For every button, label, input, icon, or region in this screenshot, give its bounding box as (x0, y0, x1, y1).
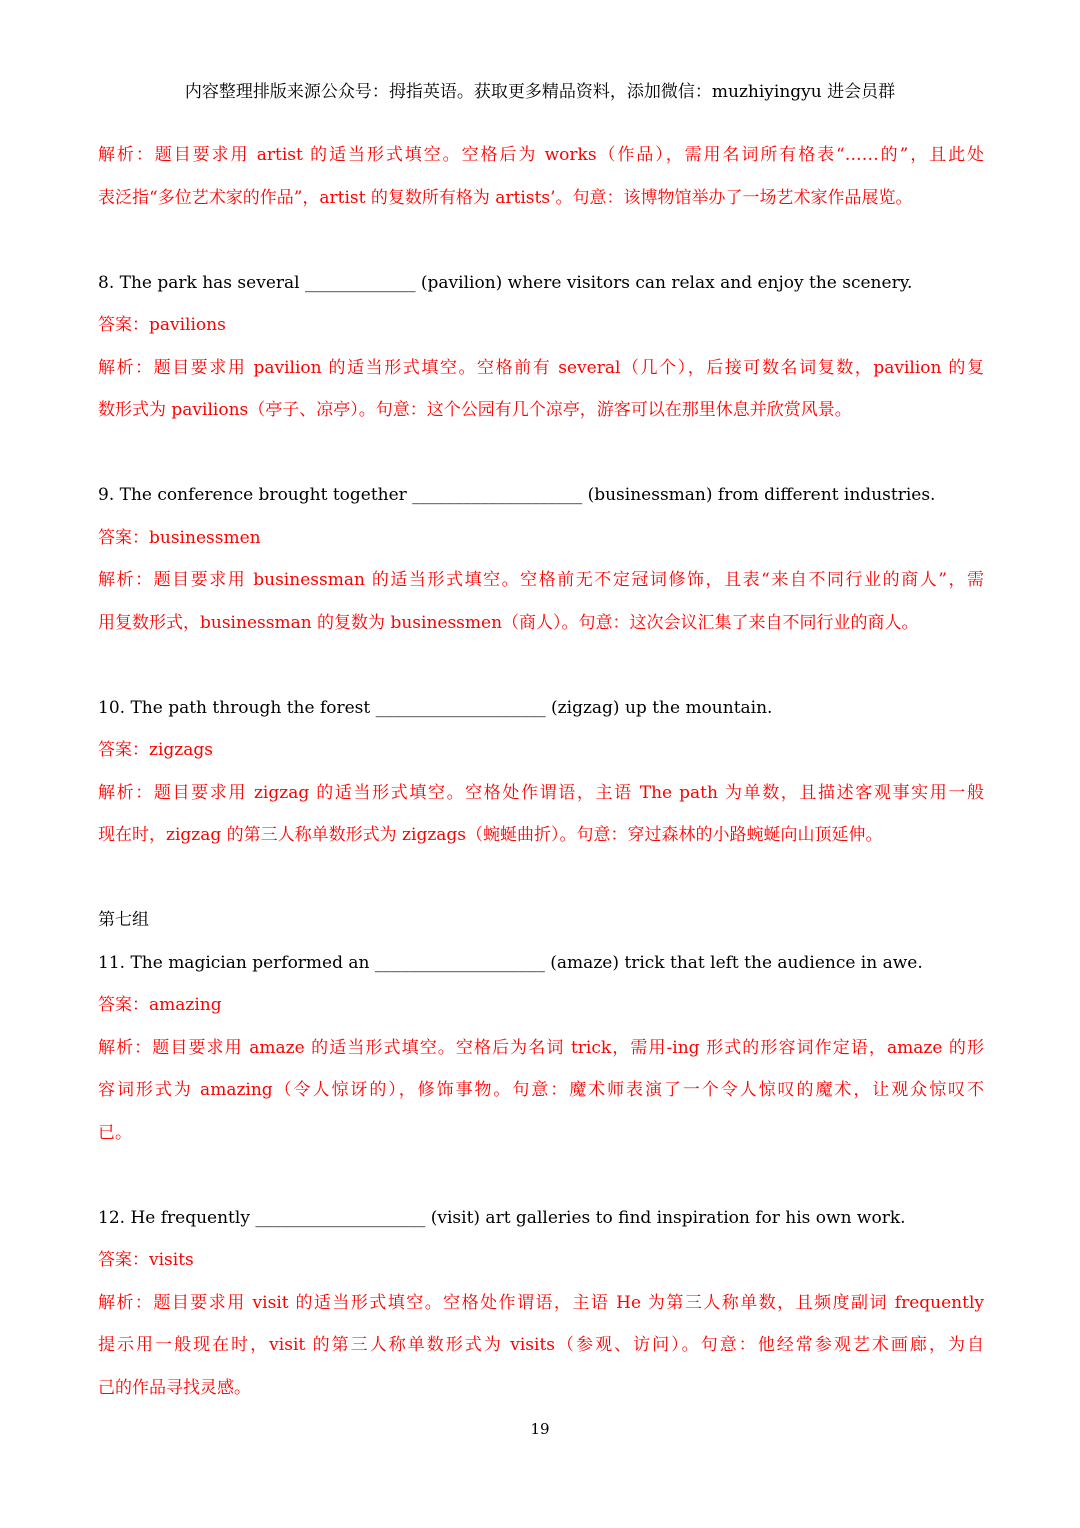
question-7-block (98, 134, 984, 219)
explanation-line: 容词形式为 amazing（令人惊讶的），修饰事物。句意：魔术师表演了一个令人惊叹的魔术，让观众惊叹不 (98, 1080, 984, 1100)
page-number: 19 (530, 1420, 550, 1438)
group-heading: 第七组 (98, 910, 149, 930)
question-9-block (98, 474, 984, 644)
question-text: 12. He frequently ____________________ (visit) art galleries to find inspiration for his own work. (98, 1207, 906, 1228)
explanation-line: 现在时，zigzag 的第三人称单数形式为 zigzags（蜿蜒曲折）。句意：穿过森林的小路蜿蜒向山顶延伸。 (98, 825, 883, 845)
question-10-block (98, 687, 984, 857)
answer-text: 答案：amazing (98, 995, 222, 1015)
explanation-line: 解析：题目要求用 businessman 的适当形式填空。空格前无不定冠词修饰，且表“来自不同行业的商人”，需 (98, 570, 984, 590)
explanation-line: 解析：题目要求用 visit 的适当形式填空。空格处作谓语，主语 He 为第三人称单数，且频度副词 frequently (98, 1292, 984, 1313)
question-text: 10. The path through the forest ____________________ (zigzag) up the mountain. (98, 697, 773, 718)
explanation-line: 表泛指“多位艺术家的作品”，artist 的复数所有格为 artists’。句意：该博物馆举办了一场艺术家作品展览。 (98, 187, 913, 208)
answer-text: 答案：pavilions (98, 315, 226, 335)
question-8-block (98, 262, 984, 432)
question-text: 11. The magician performed an ____________________ (amaze) trick that left the audience in awe. (98, 952, 923, 973)
question-text: 9. The conference brought together ____________________ (businessman) from different industries. (98, 485, 936, 505)
explanation-line: 己的作品寻找灵感。 (98, 1377, 251, 1398)
explanation-line: 提示用一般现在时，visit 的第三人称单数形式为 visits（参观、访问）。句意：他经常参观艺术画廊，为自 (98, 1335, 984, 1355)
answer-text: 答案：businessmen (98, 527, 261, 548)
answer-text: 答案：zigzags (98, 740, 213, 760)
question-12-block (98, 1197, 984, 1410)
answer-text: 答案：visits (98, 1250, 194, 1270)
explanation-line: 数形式为 pavilions（亭子、凉亭）。句意：这个公园有几个凉亭，游客可以在那里休息并欣赏风景。 (98, 400, 852, 420)
explanation-line: 解析：题目要求用 zigzag 的适当形式填空。空格处作谓语，主语 The path 为单数，且描述客观事实用一般 (98, 782, 984, 803)
explanation-line: 已。 (98, 1122, 132, 1143)
explanation-line: 解析：题目要求用 pavilion 的适当形式填空。空格前有 several（几个），后接可数名词复数，pavilion 的复 (98, 357, 984, 378)
document-body (98, 134, 984, 1409)
explanation-line: 解析：题目要求用 artist 的适当形式填空。空格后为 works（作品），需用名词所有格表“……的”，且此处 (98, 145, 984, 165)
explanation-line: 用复数形式，businessman 的复数为 businessmen（商人）。句意：这次会议汇集了来自不同行业的商人。 (98, 612, 919, 633)
question-11-block (98, 942, 984, 1155)
page-header: 内容整理排版来源公众号：拇指英语。获取更多精品资料，添加微信：muzhiyingyu 进会员群 (184, 82, 896, 102)
explanation-line: 解析：题目要求用 amaze 的适当形式填空。空格后为名词 trick，需用-ing 形式的形容词作定语，amaze 的形 (98, 1037, 984, 1058)
question-text: 8. The park has several _____________ (pavilion) where visitors can relax and enjoy the scenery. (98, 272, 913, 293)
